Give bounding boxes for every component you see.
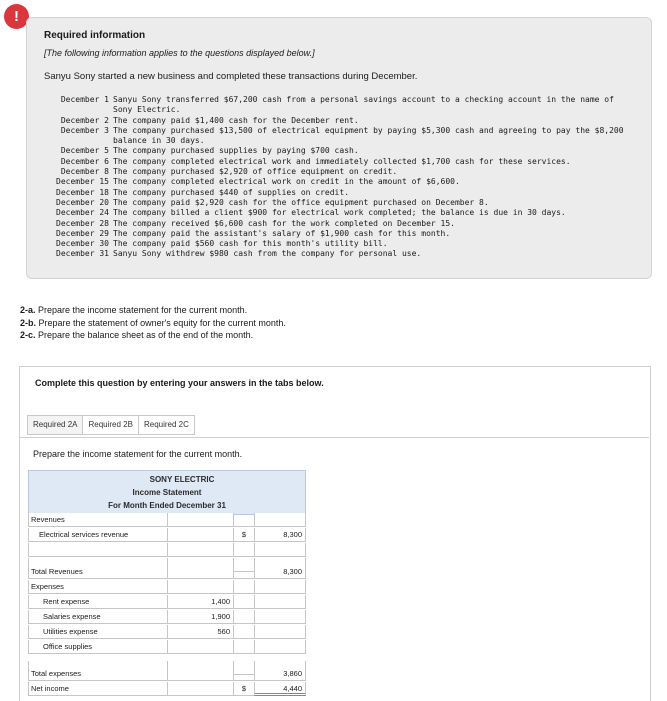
statement-row: [28, 595, 306, 610]
amount-input[interactable]: 1,400: [168, 595, 234, 609]
amount-input[interactable]: 560: [168, 625, 234, 639]
transaction-row: [45, 126, 635, 147]
transaction-date: December 18: [56, 187, 109, 197]
amount-input[interactable]: [168, 640, 234, 654]
transaction-date: December 6: [60, 156, 109, 166]
transaction-date: December 31: [56, 249, 109, 259]
total-input[interactable]: 8,300: [254, 528, 306, 542]
statement-row: [28, 682, 306, 697]
line-item-label[interactable]: Salaries expense: [28, 610, 168, 624]
task-list: [20, 304, 286, 342]
transaction-date: December 15: [56, 177, 109, 187]
transaction-text: The company paid the assistant's salary of $1,900 cash for this month.: [113, 228, 451, 238]
line-item-label[interactable]: Rent expense: [28, 595, 168, 609]
transaction-row: [45, 188, 635, 198]
line-item-label[interactable]: Total expenses: [28, 667, 168, 681]
task-2c: 2-c. Prepare the balance sheet as of the end of the month.: [20, 330, 254, 340]
amount-input[interactable]: [168, 565, 234, 579]
transaction-text: The company received $6,600 cash for the work completed on December 15.: [113, 218, 455, 228]
total-input[interactable]: [254, 595, 306, 609]
total-input[interactable]: [254, 580, 306, 594]
currency-symbol: [234, 580, 254, 594]
tab-required-2b[interactable]: Required 2B: [82, 415, 138, 435]
transaction-date: December 5: [60, 146, 109, 156]
transaction-row: [45, 167, 635, 177]
amount-input[interactable]: [168, 513, 234, 527]
transaction-date: December 2: [60, 115, 109, 125]
transaction-text: The company purchased $440 of supplies on credit.: [113, 187, 350, 197]
statement-name: Income Statement: [132, 488, 202, 497]
transaction-row: [45, 198, 635, 208]
transaction-row: [45, 208, 635, 218]
line-item-label[interactable]: Total Revenues: [28, 565, 168, 579]
task-2b: 2-b. Prepare the statement of owner's equity for the current month.: [20, 317, 286, 328]
required-info-title: Required information: [44, 30, 146, 41]
transaction-date: December 24: [56, 208, 109, 218]
intro-text: Sanyu Sony started a new business and completed these transactions during December.: [44, 71, 418, 82]
transaction-date: December 1: [60, 95, 109, 104]
currency-symbol: [234, 513, 254, 527]
line-item-label[interactable]: Utilities expense: [28, 625, 168, 639]
transaction-date: December 20: [56, 197, 109, 207]
currency-symbol: [234, 610, 254, 624]
total-input[interactable]: 8,300: [254, 565, 306, 579]
transaction-text: The company paid $1,400 cash for the December rent.: [113, 115, 359, 125]
transaction-row: [45, 157, 635, 167]
statement-row: [28, 667, 306, 682]
currency-symbol: [234, 625, 254, 639]
transaction-row: [45, 249, 635, 259]
statement-row: [28, 625, 306, 640]
currency-symbol: [234, 595, 254, 609]
statement-row: [28, 640, 306, 655]
line-item-label[interactable]: Revenues: [28, 513, 168, 527]
total-input[interactable]: [254, 543, 306, 557]
tab-prompt: Prepare the income statement for the current month.: [33, 449, 243, 459]
transaction-text: The company paid $560 cash for this month's utility bill.: [113, 239, 388, 249]
alert-icon: !: [4, 4, 29, 29]
transaction-date: December 3: [60, 125, 109, 135]
tab-required-2c[interactable]: Required 2C: [138, 415, 195, 435]
company-name: SONY ELECTRIC: [149, 475, 215, 484]
transaction-text: The company purchased $2,920 of office equipment on credit.: [113, 167, 398, 177]
total-input[interactable]: [254, 610, 306, 624]
statement-row: [28, 513, 306, 528]
statement-row: [28, 528, 306, 543]
currency-symbol: [234, 667, 254, 681]
transaction-row: [45, 239, 635, 249]
line-item-label[interactable]: Net income: [28, 682, 168, 696]
required-info-subtitle: [The following information applies to the questions displayed below.]: [44, 48, 315, 58]
transaction-list: [45, 95, 635, 260]
statement-period: For Month Ended December 31: [108, 501, 226, 510]
currency-symbol: [234, 543, 254, 557]
statement-row: [28, 580, 306, 595]
total-input[interactable]: 4,440: [254, 682, 306, 696]
transaction-text: The company completed electrical work and immediately collected $1,700 cash for these services.: [113, 156, 571, 166]
total-input[interactable]: [254, 640, 306, 654]
statement-header: [28, 470, 306, 515]
line-item-label[interactable]: Electrical services revenue: [28, 528, 168, 542]
task-2a: 2-a. Prepare the income statement for the current month.: [20, 305, 248, 315]
transaction-row: [45, 95, 635, 116]
transaction-date: December 8: [60, 167, 109, 177]
transaction-text: The company purchased supplies by paying $700 cash.: [113, 146, 359, 156]
transaction-date: December 28: [56, 218, 109, 228]
transaction-row: [45, 229, 635, 239]
amount-input[interactable]: [168, 682, 234, 696]
transaction-text: The company billed a client $900 for electrical work completed; the balance is due in 30 days.: [113, 208, 566, 218]
total-input[interactable]: 3,860: [254, 667, 306, 681]
line-item-label[interactable]: [28, 543, 168, 557]
transaction-row: [45, 177, 635, 187]
amount-input[interactable]: [168, 667, 234, 681]
currency-symbol: [234, 565, 254, 579]
tab-required-2a[interactable]: Required 2A: [27, 415, 83, 435]
amount-input[interactable]: [168, 580, 234, 594]
currency-symbol: [234, 640, 254, 654]
transaction-text: Sanyu Sony transferred $67,200 cash from a personal savings account to a checking account in the name of Sony Electric.: [113, 95, 614, 115]
line-item-label[interactable]: Expenses: [28, 580, 168, 594]
amount-input[interactable]: [168, 528, 234, 542]
transaction-text: The company completed electrical work on credit in the amount of $6,600.: [113, 177, 460, 187]
tab-bar: [27, 415, 194, 435]
transaction-date: December 29: [56, 228, 109, 238]
total-input[interactable]: [254, 625, 306, 639]
statement-row: [28, 565, 306, 580]
transaction-text: Sanyu Sony withdrew $980 cash from the company for personal use.: [113, 249, 422, 259]
line-item-label[interactable]: Office supplies: [28, 640, 168, 654]
transaction-row: [45, 116, 635, 126]
transaction-row: [45, 219, 635, 229]
currency-symbol: $: [234, 682, 254, 696]
statement-row: [28, 610, 306, 625]
transaction-date: December 30: [56, 239, 109, 249]
transaction-text: The company purchased $13,500 of electrical equipment by paying $5,300 cash and agreeing to pay the $8,200 balance in 30 days.: [113, 125, 624, 146]
currency-symbol: $: [234, 528, 254, 542]
transaction-row: [45, 146, 635, 156]
statement-row: [28, 543, 306, 558]
amount-input[interactable]: 1,900: [168, 610, 234, 624]
amount-input[interactable]: [168, 543, 234, 557]
complete-instruction: Complete this question by entering your answers in the tabs below.: [35, 378, 324, 388]
transaction-text: The company paid $2,920 cash for the office equipment purchased on December 8.: [113, 197, 489, 207]
total-input[interactable]: [254, 513, 306, 527]
